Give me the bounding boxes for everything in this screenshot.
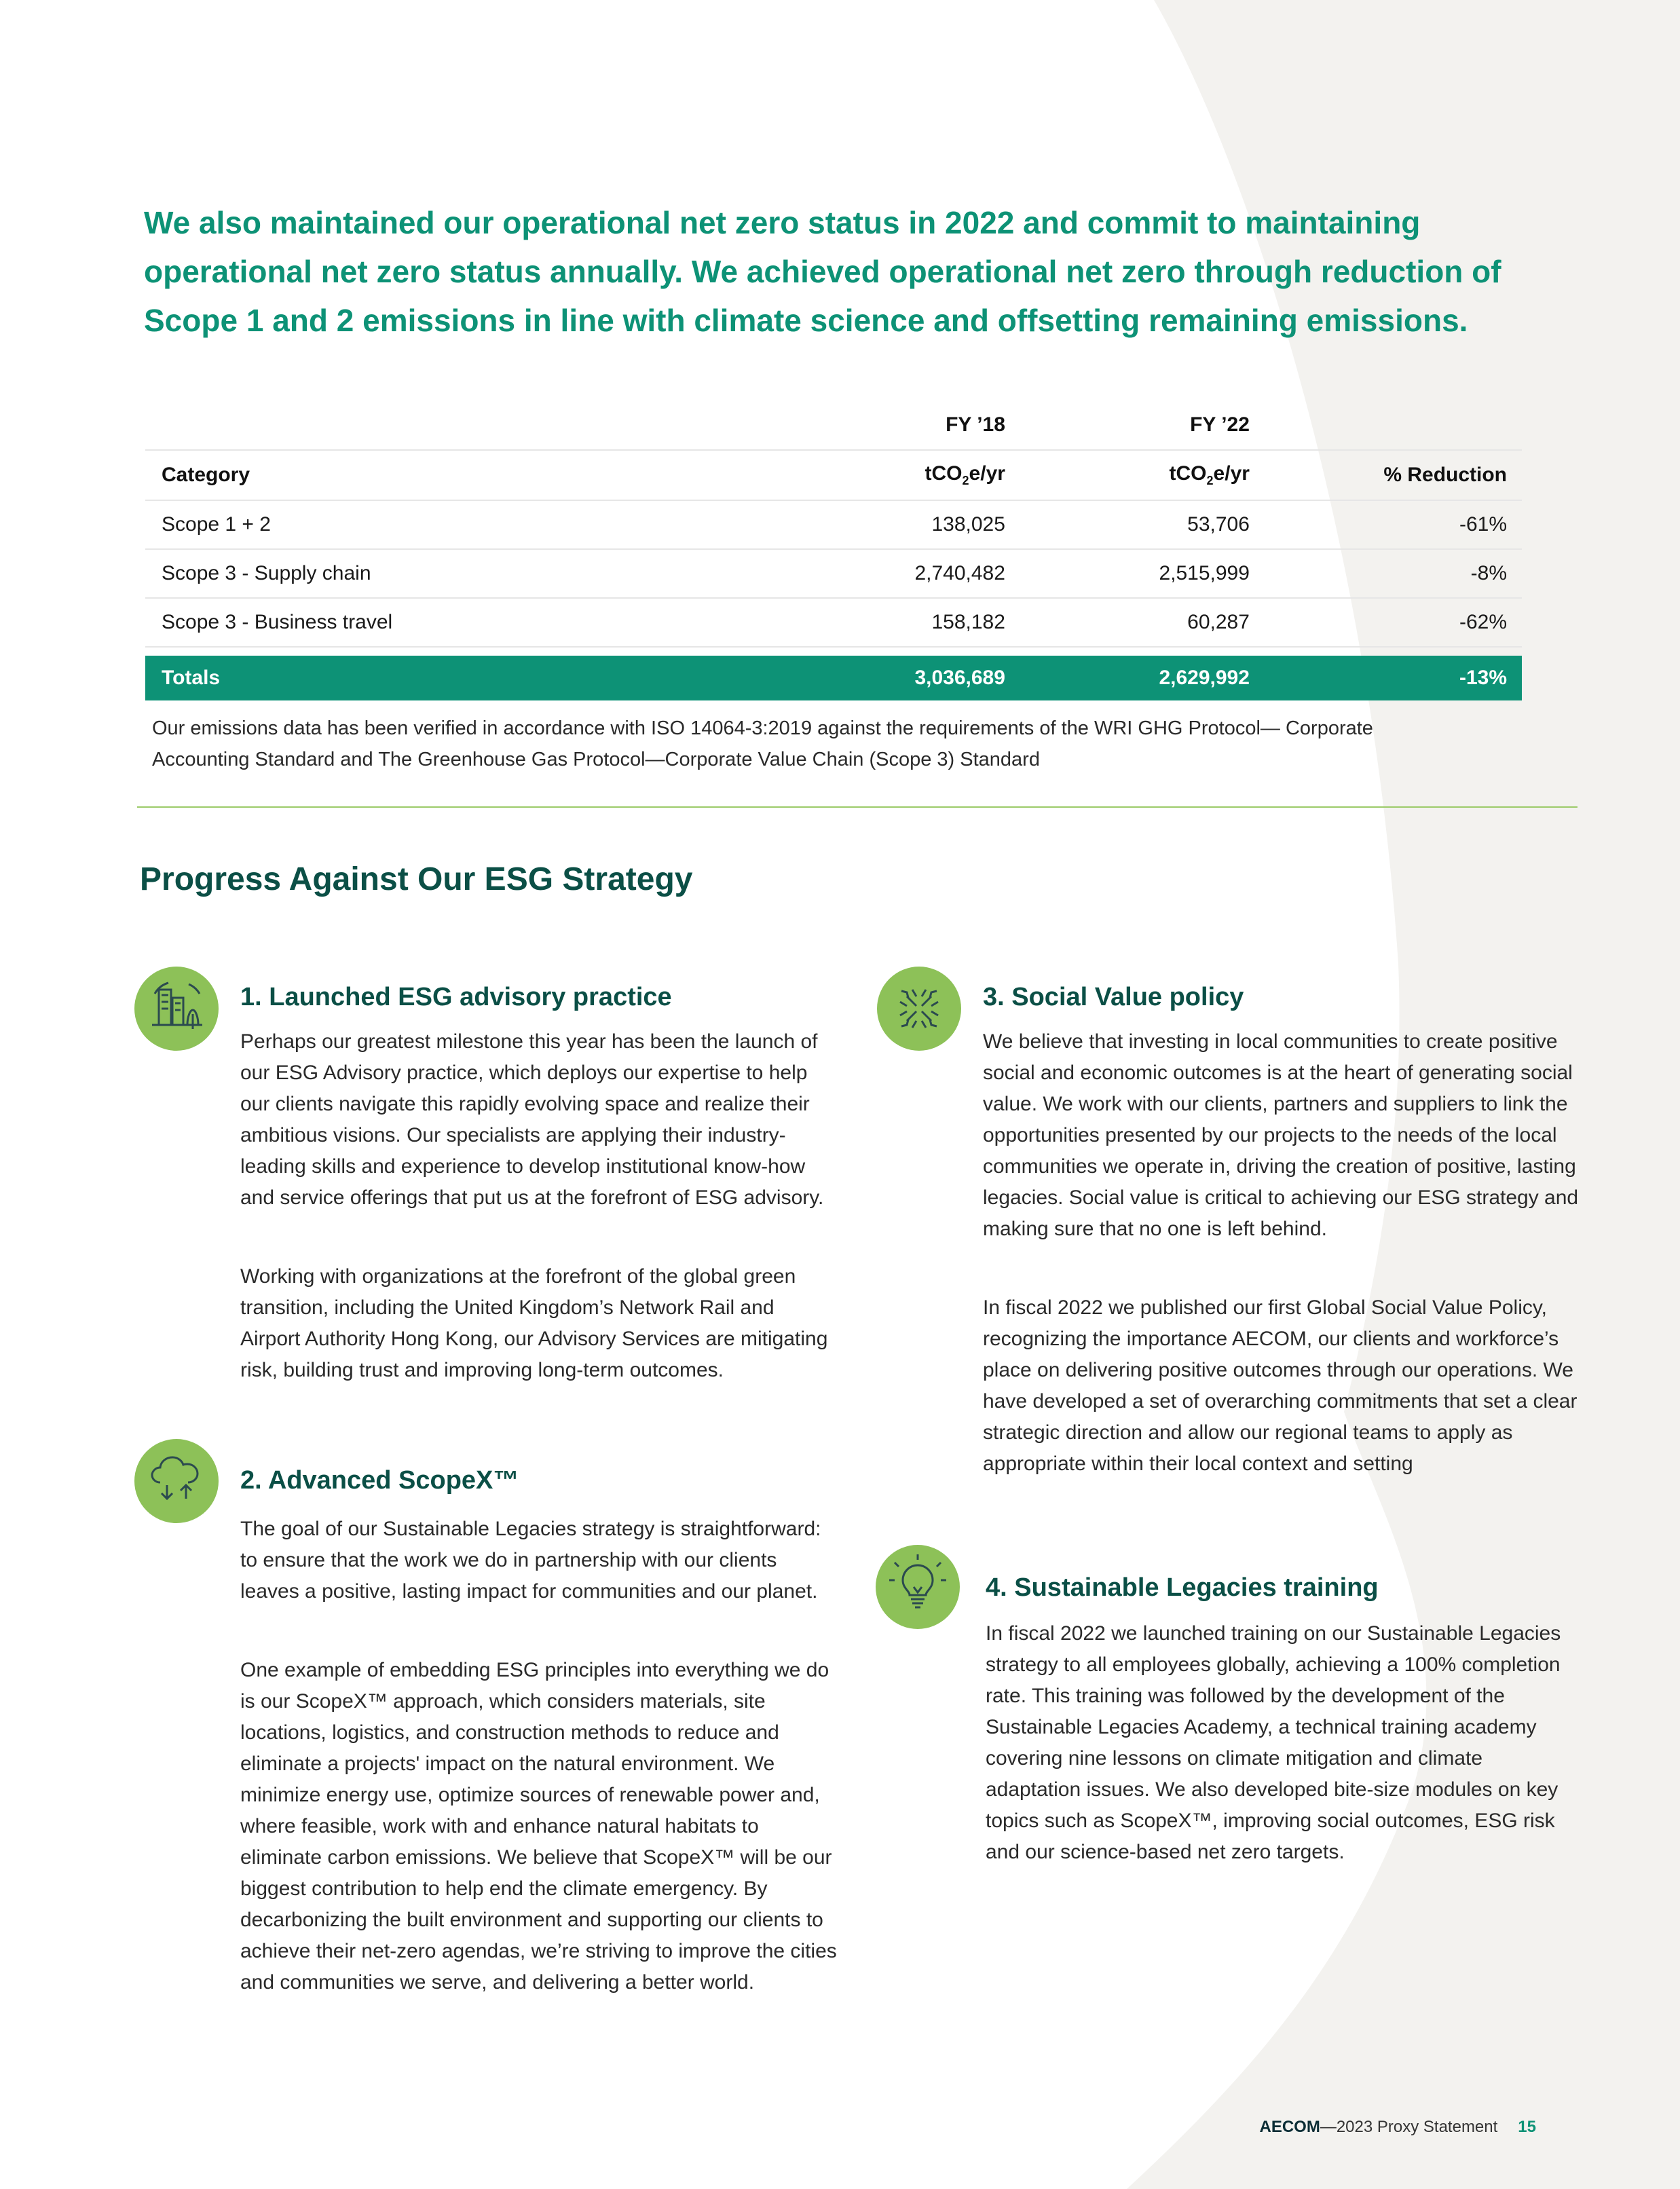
hands-circle-icon — [877, 967, 961, 1051]
table-header-row — [145, 450, 1522, 500]
totals-reduction: -13% — [1265, 656, 1522, 700]
row-fy18: 2,740,482 — [651, 549, 1020, 598]
section-4-paragraph-1: In fiscal 2022 we launched training on our Sustainable Legacies strategy to all employees globally, achieving a 100% completion rate. This training was followed by the development of the Sustainable Legacies Academy, a technical training academy covering nine lessons on climate mitigation and climate adaptation issues. We also developed bite-size modules on key topics such as ScopeX™, improving social outcomes, ESG risk and our science-based net zero targets. — [986, 1622, 1561, 1863]
totals-fy18: 3,036,689 — [651, 656, 1020, 700]
city-buildings-icon — [134, 967, 219, 1051]
table-row — [145, 549, 1522, 598]
section-1-paragraph-1: Perhaps our greatest milestone this year has been the launch of our ESG Advisory practice, which deploys our expertise to help our clients navigate this rapidly evolving space and realize their ambitious visions. Our specialists are applying their industry-leading skills and experience to develop institutional know-how and service offerings that put us at the forefront of ESG advisory. — [240, 1030, 824, 1209]
section-heading: Progress Against Our ESG Strategy — [140, 861, 693, 897]
section-3-title: 3. Social Value policy — [983, 983, 1244, 1011]
section-1-paragraph-2: Working with organizations at the forefront of the global green transition, including the United Kingdom’s Network Rail and Airport Authority Hong Kong, our Advisory Services are mitigating risk, building trust and improving long-term outcomes. — [240, 1265, 828, 1381]
cloud-arrows-icon — [134, 1439, 219, 1523]
row-fy18: 158,182 — [651, 598, 1020, 647]
page-number: 15 — [1518, 2118, 1536, 2136]
row-category: Scope 1 + 2 — [145, 500, 651, 549]
section-2-title: 2. Advanced ScopeX™ — [240, 1466, 519, 1495]
lightbulb-icon — [876, 1545, 960, 1629]
fy18-header: FY ’18 — [651, 400, 1020, 450]
row-fy22: 2,515,999 — [1020, 549, 1265, 598]
row-reduction: -61% — [1265, 500, 1522, 549]
section-3-paragraph-1: We believe that investing in local communities to create positive social and economic outcomes is at the heart of generating social value. We work with our clients, partners and suppliers to link the opportunities presented by our projects to the needs of the local communities we operate in, driving the creation of positive, lasting legacies. Social value is critical to achieving our ESG strategy and making sure that no one is left behind. — [983, 1030, 1579, 1240]
table-row — [145, 500, 1522, 549]
category-header: Category — [145, 450, 651, 500]
totals-row — [145, 656, 1522, 700]
table-year-row — [145, 400, 1522, 450]
table-row — [145, 598, 1522, 647]
verification-note: Our emissions data has been verified in accordance with ISO 14064-3:2019 against the requirements of the WRI GHG Protocol— Corporate Accounting Standard and The Greenhouse Gas Protocol—Corporate Value Chain (Scope 3) Standard — [152, 717, 1373, 770]
row-category: Scope 3 - Business travel — [145, 598, 651, 647]
section-2-paragraph-2: One example of embedding ESG principles into everything we do is our ScopeX™ approach, which considers materials, site locations, logistics, and construction methods to reduce and eliminate a projects' impact on the natural environment. We minimize energy use, optimize sources of renewable power and, where feasible, work with and enhance natural habitats to eliminate carbon emissions. We believe that ScopeX™ will be our biggest contribution to help end the climate emergency. By decarbonizing the built environment and supporting our clients to achieve their net-zero agendas, we’re striving to improve the cities and communities we serve, and delivering a better world. — [240, 1659, 837, 1994]
totals-label: Totals — [145, 656, 651, 700]
emissions-table — [145, 400, 1522, 700]
intro-statement: We also maintained our operational net zero status in 2022 and commit to maintaining operational net zero status annually. We achieved operational net zero through reduction of Scope 1 and 2 emissions in line with climate science and offsetting remaining emissions. — [144, 205, 1501, 338]
fy22-unit-header: tCO$_2$e/yr — [1020, 450, 1265, 500]
divider — [137, 806, 1578, 808]
section-3-paragraph-2: In fiscal 2022 we published our first Global Social Value Policy, recognizing the importance AECOM, our clients and workforce’s place on delivering positive outcomes through our operations. We have developed a set of overarching commitments that set a clear strategic direction and allow our regional teams to apply as appropriate within their local context and setting — [983, 1296, 1578, 1475]
row-category: Scope 3 - Supply chain — [145, 549, 651, 598]
row-reduction: -8% — [1265, 549, 1522, 598]
section-1-title: 1. Launched ESG advisory practice — [240, 983, 672, 1011]
footer-brand: AECOM — [1259, 2118, 1320, 2136]
section-4-title: 4. Sustainable Legacies training — [986, 1573, 1379, 1602]
fy18-unit-header: tCO$_2$e/yr — [651, 450, 1020, 500]
row-fy18: 138,025 — [651, 500, 1020, 549]
reduction-header: % Reduction — [1265, 450, 1522, 500]
row-fy22: 53,706 — [1020, 500, 1265, 549]
footer-document: —2023 Proxy Statement — [1320, 2118, 1498, 2136]
fy22-header: FY ’22 — [1020, 400, 1265, 450]
section-2-paragraph-1: The goal of our Sustainable Legacies strategy is straightforward: to ensure that the work we do in partnership with our clients leaves a positive, lasting impact for communities and our planet. — [240, 1518, 821, 1603]
row-reduction: -62% — [1265, 598, 1522, 647]
row-fy22: 60,287 — [1020, 598, 1265, 647]
totals-fy22: 2,629,992 — [1020, 656, 1265, 700]
page-footer — [1259, 2118, 1536, 2137]
